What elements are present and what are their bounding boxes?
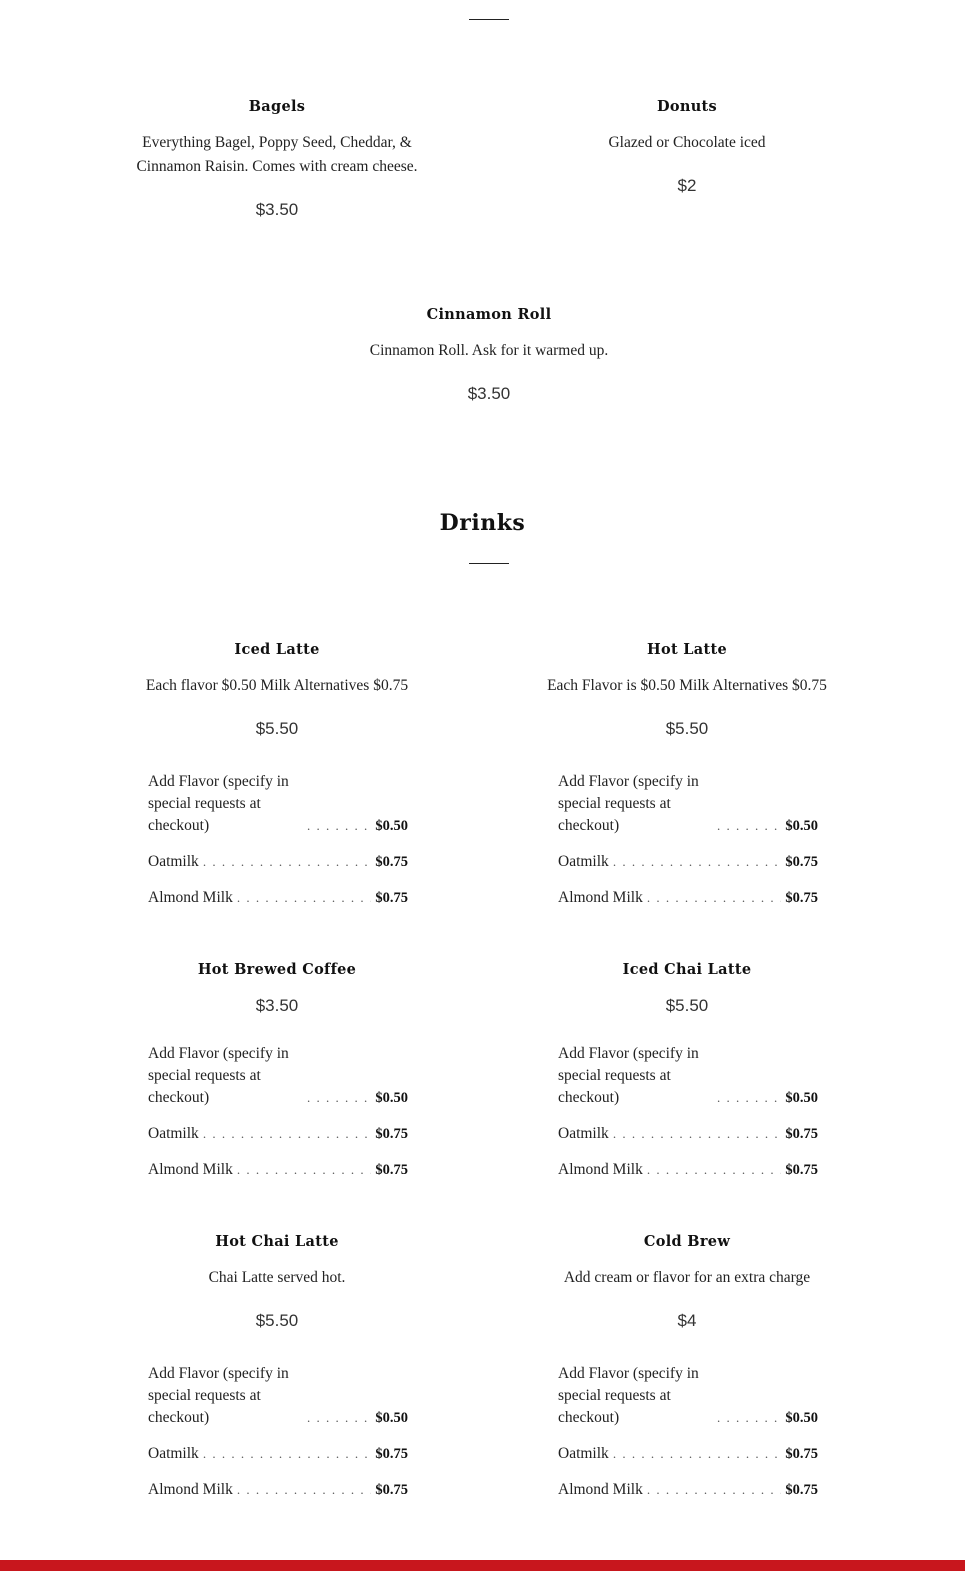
item-price: $3.50 <box>255 996 299 1015</box>
option-price: $0.75 <box>785 854 818 870</box>
option-oatmilk[interactable] <box>148 851 408 873</box>
item-title: Cinnamon Roll <box>426 306 552 323</box>
option-label: Oatmilk <box>558 853 609 870</box>
option-label: Almond Milk <box>558 1481 643 1498</box>
option-add-flavor[interactable] <box>148 1043 408 1109</box>
option-price: $0.75 <box>375 890 408 906</box>
item-description: Each Flavor is $0.50 Milk Alternatives $0.75 <box>547 677 827 694</box>
option-label: Add Flavor (specify in special requests at checkout) <box>148 1365 289 1426</box>
item-title: Hot Chai Latte <box>215 1233 339 1250</box>
item-description: Everything Bagel, Poppy Seed, Cheddar, & Cinnamon Raisin. Comes with cream cheese. <box>136 134 418 175</box>
item-title: Cold Brew <box>643 1233 731 1250</box>
option-label: Add Flavor (specify in special requests at checkout) <box>558 773 699 834</box>
section-title-drinks: Drinks <box>439 510 526 536</box>
option-label: Oatmilk <box>558 1125 609 1142</box>
option-almond-milk[interactable] <box>558 1159 818 1181</box>
item-title: Bagels <box>248 98 306 115</box>
option-price: $0.50 <box>375 1410 408 1426</box>
option-almond-milk[interactable] <box>558 887 818 909</box>
section-divider <box>469 19 509 20</box>
menu-item-hot-brewed-coffee[interactable] <box>127 961 427 1016</box>
option-oatmilk[interactable] <box>148 1443 408 1465</box>
menu-item-bagels[interactable] <box>127 98 427 220</box>
option-price: $0.75 <box>785 1126 818 1142</box>
option-price: $0.75 <box>785 1162 818 1178</box>
item-price: $3.50 <box>255 200 299 219</box>
option-label: Almond Milk <box>148 1161 233 1178</box>
item-price: $2 <box>677 176 697 195</box>
option-add-flavor[interactable] <box>558 1363 818 1429</box>
option-label: Almond Milk <box>558 1161 643 1178</box>
option-oatmilk[interactable] <box>558 1123 818 1145</box>
option-add-flavor[interactable] <box>148 771 408 837</box>
option-price: $0.75 <box>375 1446 408 1462</box>
option-add-flavor[interactable] <box>148 1363 408 1429</box>
option-price: $0.50 <box>785 1410 818 1426</box>
options-list <box>558 1043 818 1195</box>
option-price: $0.50 <box>375 1090 408 1106</box>
item-title: Donuts <box>657 98 717 115</box>
menu-item-cold-brew[interactable] <box>537 1233 837 1331</box>
option-price: $0.75 <box>375 1126 408 1142</box>
item-price: $4 <box>677 1311 697 1330</box>
option-almond-milk[interactable] <box>148 1479 408 1501</box>
option-almond-milk[interactable] <box>148 1159 408 1181</box>
item-price: $5.50 <box>665 719 709 738</box>
item-title: Iced Chai Latte <box>622 961 752 978</box>
item-description: Chai Latte served hot. <box>208 1269 346 1286</box>
option-label: Add Flavor (specify in special requests at checkout) <box>558 1045 699 1106</box>
menu-item-hot-latte[interactable] <box>537 641 837 739</box>
option-label: Oatmilk <box>558 1445 609 1462</box>
option-price: $0.50 <box>785 1090 818 1106</box>
option-price: $0.75 <box>375 854 408 870</box>
menu-item-hot-chai-latte[interactable] <box>127 1233 427 1331</box>
option-label: Oatmilk <box>148 1445 199 1462</box>
option-oatmilk[interactable] <box>558 851 818 873</box>
section-divider <box>469 563 509 564</box>
option-price: $0.75 <box>785 1482 818 1498</box>
option-label: Add Flavor (specify in special requests at checkout) <box>558 1365 699 1426</box>
options-list <box>558 771 818 923</box>
option-price: $0.75 <box>375 1162 408 1178</box>
option-label: Add Flavor (specify in special requests at checkout) <box>148 1045 289 1106</box>
option-add-flavor[interactable] <box>558 771 818 837</box>
option-add-flavor[interactable] <box>558 1043 818 1109</box>
options-list <box>558 1363 818 1515</box>
item-price: $3.50 <box>467 384 511 403</box>
option-price: $0.50 <box>785 818 818 834</box>
item-title: Hot Brewed Coffee <box>197 961 357 978</box>
option-oatmilk[interactable] <box>558 1443 818 1465</box>
menu-item-cinnamon-roll[interactable] <box>339 306 639 404</box>
item-description: Cinnamon Roll. Ask for it warmed up. <box>369 342 609 359</box>
options-list <box>148 1043 408 1195</box>
options-list <box>148 771 408 923</box>
item-price: $5.50 <box>665 996 709 1015</box>
menu-item-iced-latte[interactable] <box>127 641 427 739</box>
option-label: Almond Milk <box>558 889 643 906</box>
item-price: $5.50 <box>255 1311 299 1330</box>
item-description: Glazed or Chocolate iced <box>608 134 766 151</box>
item-title: Hot Latte <box>646 641 728 658</box>
option-label: Add Flavor (specify in special requests at checkout) <box>148 773 289 834</box>
option-label: Almond Milk <box>148 889 233 906</box>
item-title: Iced Latte <box>234 641 320 658</box>
item-description: Each flavor $0.50 Milk Alternatives $0.75 <box>145 677 409 694</box>
footer-accent-bar <box>0 1560 965 1571</box>
option-price: $0.75 <box>785 1446 818 1462</box>
option-label: Oatmilk <box>148 853 199 870</box>
option-label: Oatmilk <box>148 1125 199 1142</box>
options-list <box>148 1363 408 1515</box>
option-price: $0.75 <box>375 1482 408 1498</box>
option-price: $0.75 <box>785 890 818 906</box>
option-oatmilk[interactable] <box>148 1123 408 1145</box>
option-label: Almond Milk <box>148 1481 233 1498</box>
option-almond-milk[interactable] <box>558 1479 818 1501</box>
menu-item-iced-chai-latte[interactable] <box>537 961 837 1016</box>
option-price: $0.50 <box>375 818 408 834</box>
item-description: Add cream or flavor for an extra charge <box>563 1269 811 1286</box>
menu-item-donuts[interactable] <box>537 98 837 196</box>
item-price: $5.50 <box>255 719 299 738</box>
option-almond-milk[interactable] <box>148 887 408 909</box>
